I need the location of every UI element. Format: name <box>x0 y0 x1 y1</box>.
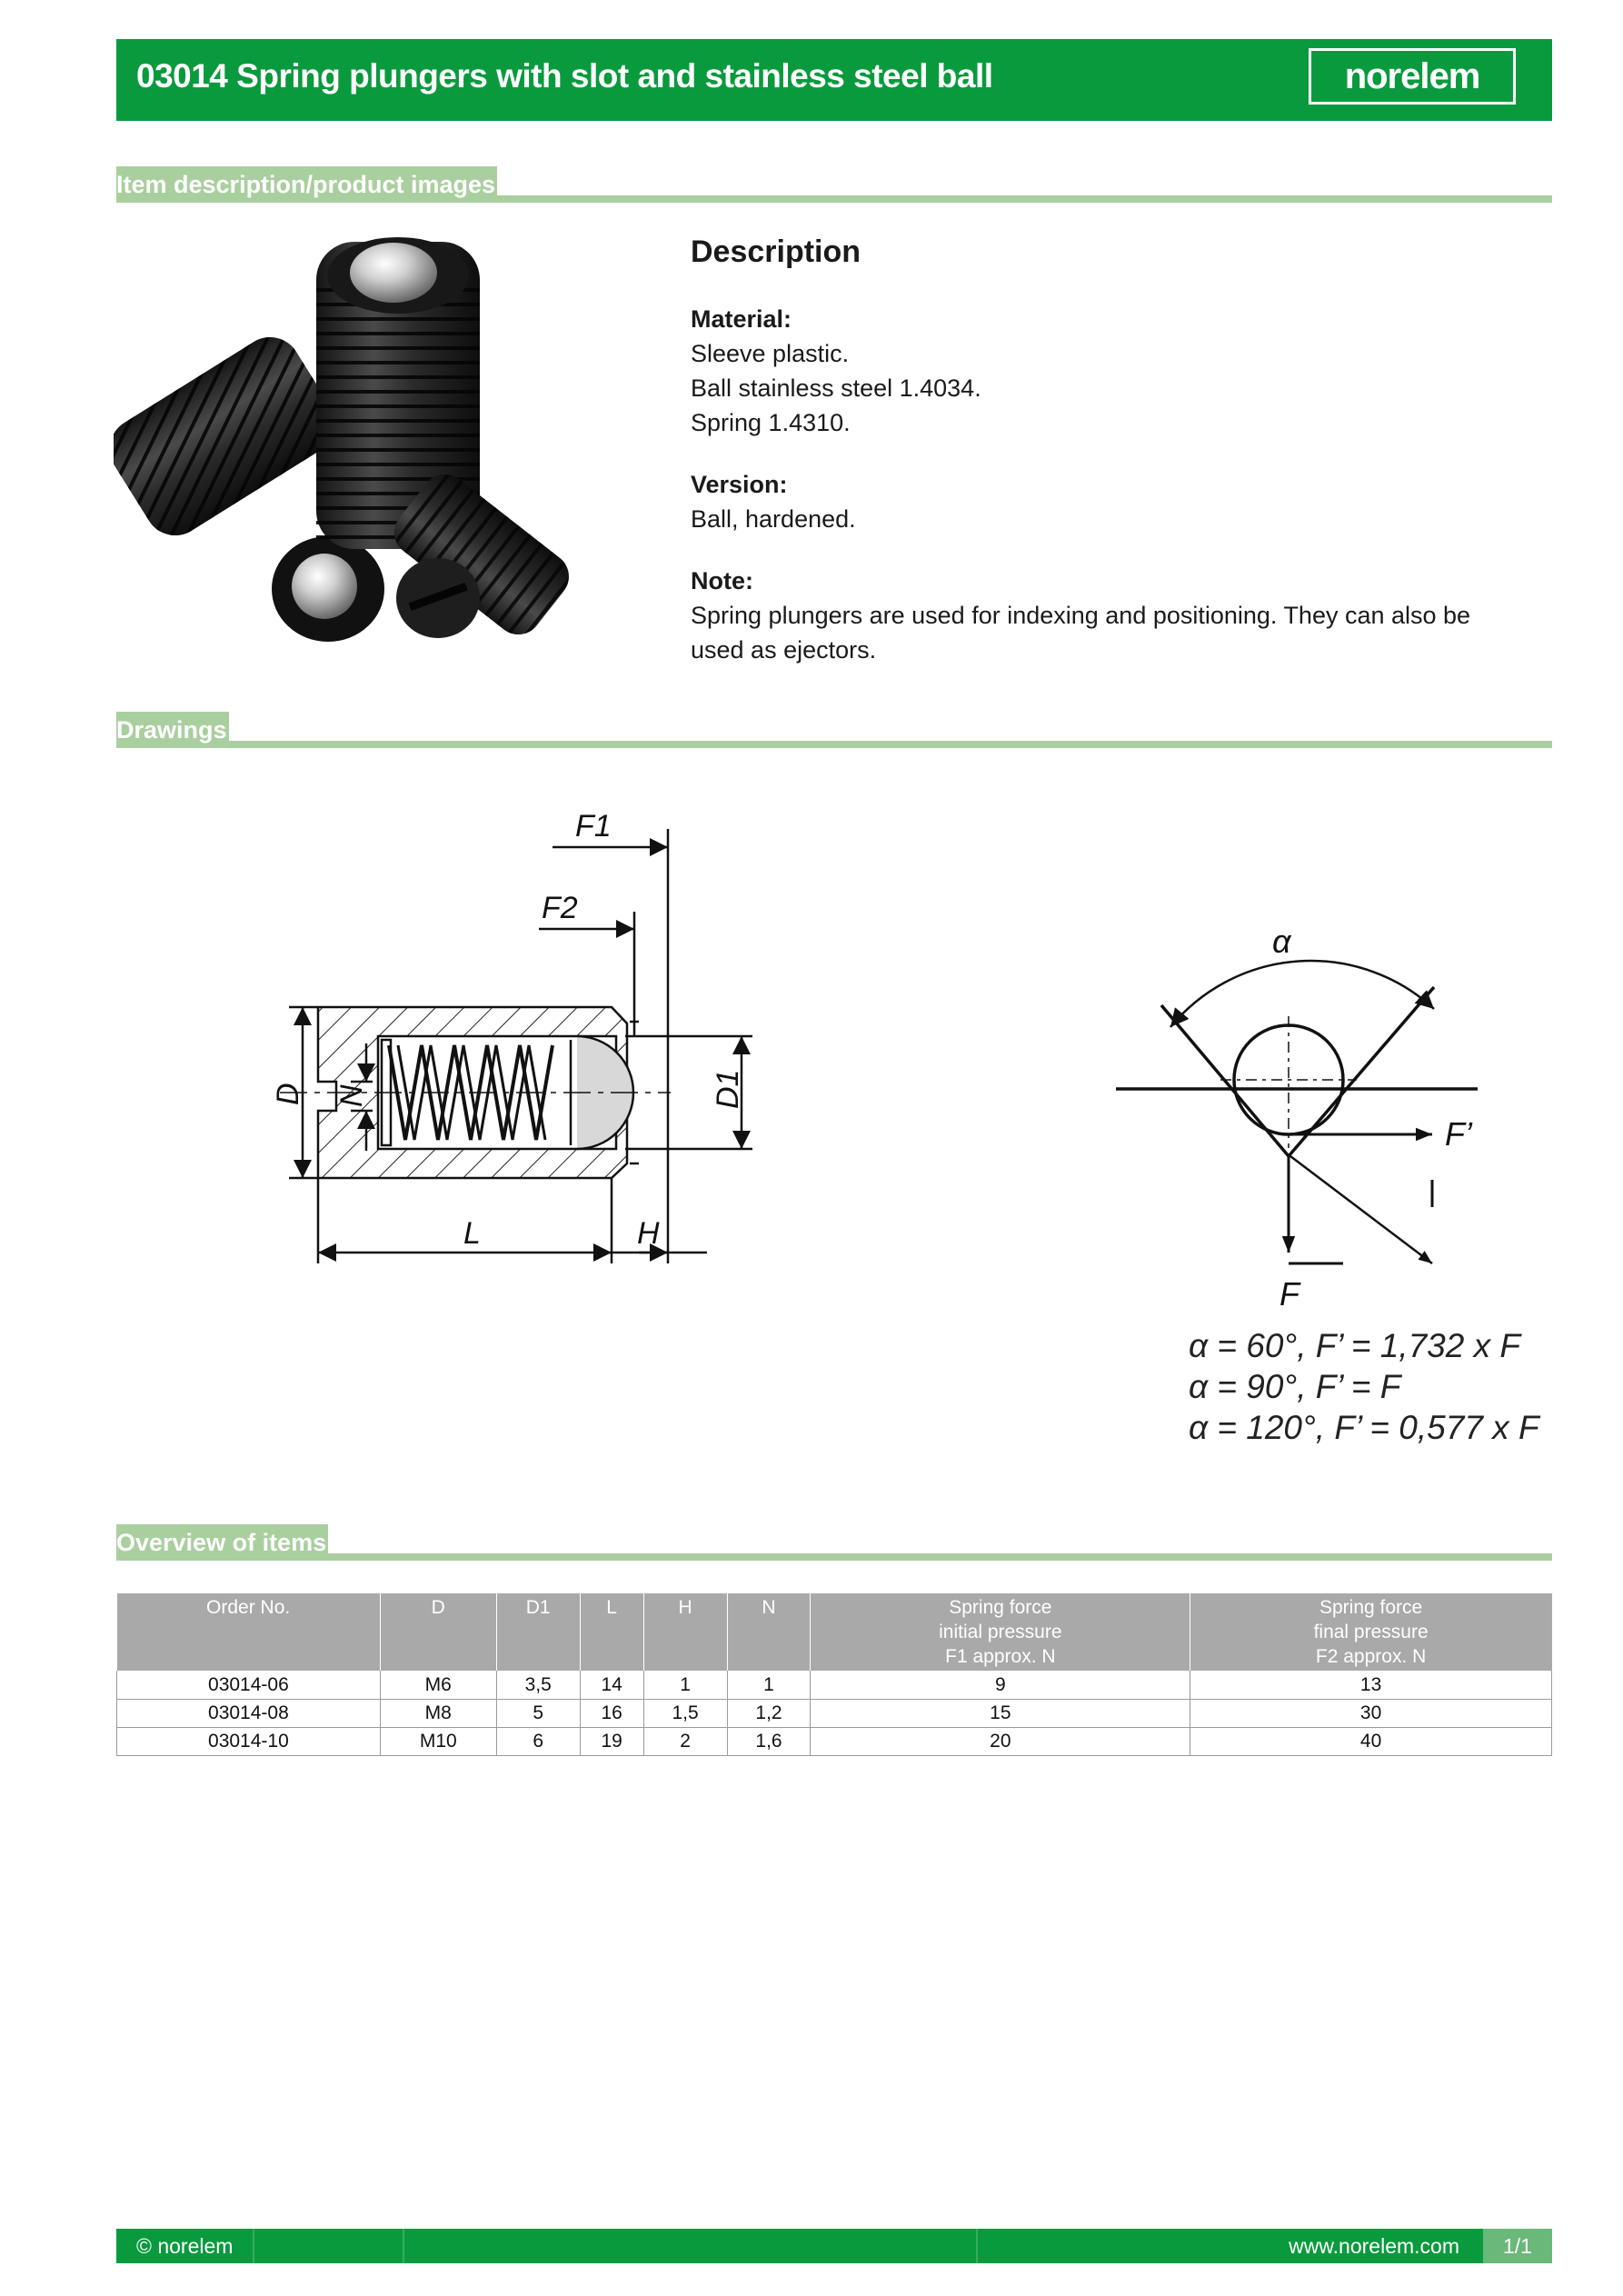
cell-h: 1,5 <box>643 1699 727 1727</box>
table-row <box>117 1727 1552 1755</box>
force-formulas <box>1189 1325 1539 1448</box>
cell-d: M10 <box>380 1727 496 1755</box>
formula-line: α = 120°, F’ = 0,577 x F <box>1189 1409 1539 1446</box>
material-line: Ball stainless steel 1.4034. <box>691 374 981 402</box>
label-l: L <box>463 1216 481 1251</box>
cell-f1: 9 <box>811 1671 1190 1699</box>
label-d1: D1 <box>711 1069 745 1109</box>
cell-d1: 6 <box>496 1727 580 1755</box>
col-d: D <box>380 1593 496 1671</box>
footer-copyright: © norelem <box>136 2234 234 2258</box>
cell-l: 14 <box>580 1671 643 1699</box>
table-row <box>117 1671 1552 1699</box>
cell-n: 1,6 <box>727 1727 811 1755</box>
cell-order-no: 03014-06 <box>117 1671 381 1699</box>
logo-text: norelem <box>1344 56 1480 96</box>
section-label: Overview of items <box>116 1524 328 1561</box>
label-f: F <box>1279 1275 1299 1313</box>
label-f-prime: F’ <box>1445 1115 1472 1153</box>
col-n: N <box>727 1593 811 1671</box>
formula-line: α = 90°, F’ = F <box>1189 1368 1401 1405</box>
steel-ball-icon <box>292 554 357 619</box>
footer-page-number: 1/1 <box>1483 2229 1552 2263</box>
col-d1: D1 <box>496 1593 580 1671</box>
col-spring-force-final: Spring force final pressure F2 approx. N <box>1190 1593 1552 1671</box>
col-h: H <box>643 1593 727 1671</box>
footer-website-link[interactable]: www.norelem.com <box>1289 2234 1459 2258</box>
label-alpha: α <box>1272 923 1291 960</box>
note-label: Note: <box>691 567 753 594</box>
footer-divider <box>253 2229 254 2263</box>
section-header-drawings <box>116 712 1552 748</box>
page-title: 03014 Spring plungers with slot and stainless steel ball <box>136 57 993 95</box>
cell-f2: 13 <box>1190 1671 1552 1699</box>
col-order-no: Order No. <box>117 1593 381 1671</box>
cell-d: M8 <box>380 1699 496 1727</box>
section-header-overview <box>116 1524 1552 1561</box>
section-rule <box>116 741 1552 748</box>
label-d: D <box>271 1083 305 1105</box>
label-f2: F2 <box>542 891 578 925</box>
product-image <box>114 235 586 662</box>
note-text: Spring plungers are used for indexing and positioning. They can also be used as ejectors. <box>691 602 1471 664</box>
section-header-description <box>116 166 1552 203</box>
footer-bar <box>116 2229 1552 2263</box>
title-bar <box>116 39 1552 121</box>
col-spring-force-initial: Spring force initial pressure F1 approx. N <box>811 1593 1190 1671</box>
cell-d1: 5 <box>496 1699 580 1727</box>
cell-d: M6 <box>380 1671 496 1699</box>
footer-divider <box>403 2229 404 2263</box>
cell-f1: 15 <box>811 1699 1190 1727</box>
formula-line: α = 60°, F’ = 1,732 x F <box>1189 1327 1520 1364</box>
items-table <box>116 1593 1552 1756</box>
cell-order-no: 03014-10 <box>117 1727 381 1755</box>
plunger-section-view <box>280 829 752 1263</box>
norelem-logo <box>1309 48 1516 105</box>
cell-h: 2 <box>643 1727 727 1755</box>
cell-f2: 40 <box>1190 1727 1552 1755</box>
table-row <box>117 1699 1552 1727</box>
label-h: H <box>637 1216 660 1251</box>
table-header-row <box>117 1593 1552 1671</box>
col-l: L <box>580 1593 643 1671</box>
cell-h: 1 <box>643 1671 727 1699</box>
material-line: Spring 1.4310. <box>691 409 851 436</box>
cell-f2: 30 <box>1190 1699 1552 1727</box>
cell-d1: 3,5 <box>496 1671 580 1699</box>
label-n: N <box>334 1084 369 1107</box>
force-labels <box>1272 923 1473 1313</box>
section-label: Drawings <box>116 712 229 748</box>
material-line: Sleeve plastic. <box>691 340 850 367</box>
force-diagram <box>1116 961 1478 1263</box>
version-label: Version: <box>691 471 788 498</box>
section-rule <box>116 1553 1552 1561</box>
footer-divider <box>976 2229 978 2263</box>
label-f1: F1 <box>575 809 612 844</box>
cell-n: 1,2 <box>727 1699 811 1727</box>
description-heading: Description <box>691 235 861 269</box>
cell-l: 19 <box>580 1727 643 1755</box>
cell-order-no: 03014-08 <box>117 1699 381 1727</box>
version-text: Ball, hardened. <box>691 505 856 533</box>
cell-n: 1 <box>727 1671 811 1699</box>
section-label: Item description/product images <box>116 166 497 203</box>
cell-f1: 20 <box>811 1727 1190 1755</box>
material-label: Material: <box>691 305 792 333</box>
cell-l: 16 <box>580 1699 643 1727</box>
description-block <box>691 235 1508 667</box>
